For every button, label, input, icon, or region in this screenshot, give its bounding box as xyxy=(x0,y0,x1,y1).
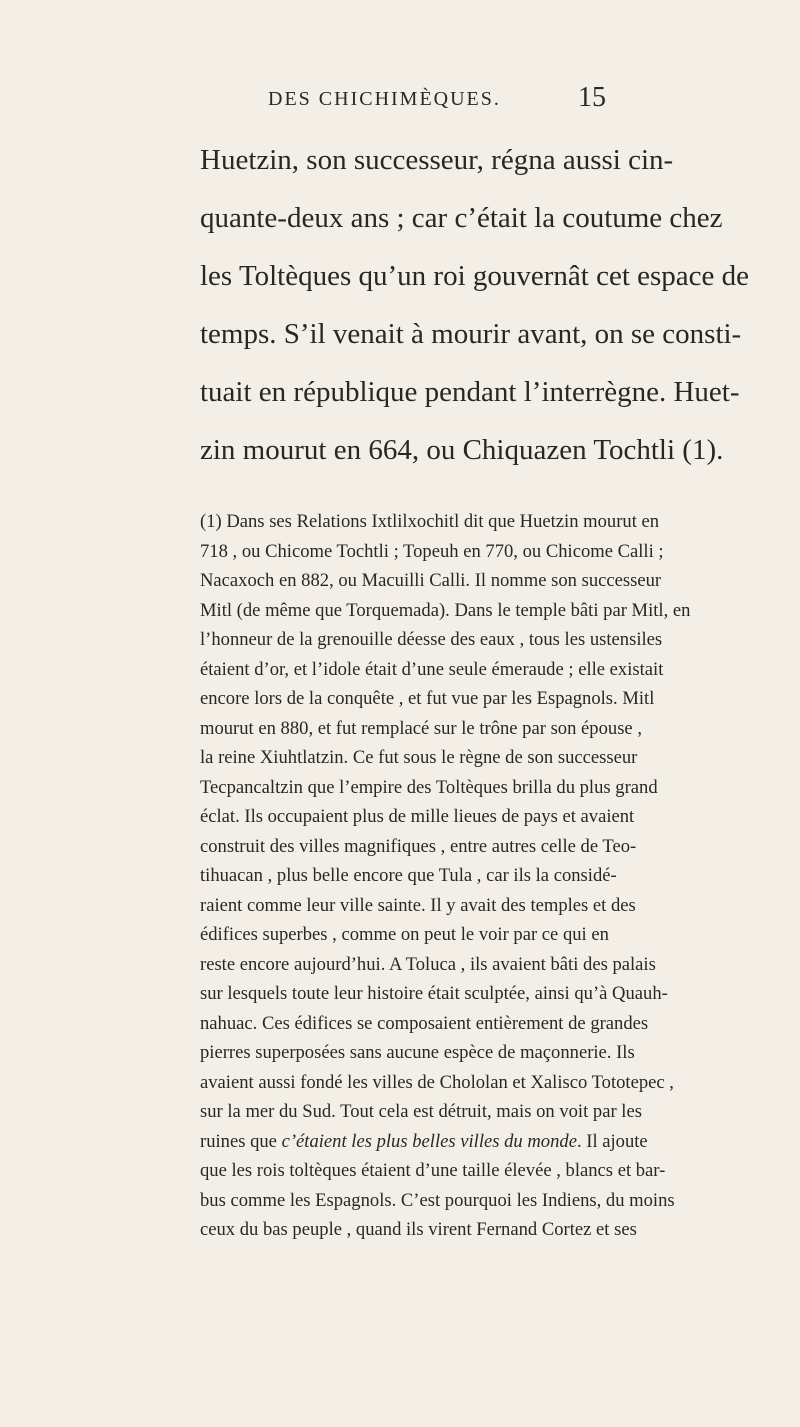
footnote-text: . Il ajoute xyxy=(576,1131,648,1152)
main-line: les Toltèques qu’un roi gouvernât cet espace de xyxy=(200,260,750,292)
footnote-line: mourut en 880, et fut remplacé sur le trône par son épouse , xyxy=(200,718,642,739)
footnote-text: ruines que xyxy=(200,1131,282,1152)
running-head xyxy=(0,82,800,122)
footnote-line: construit des villes magnifiques , entre autres celle de Teo- xyxy=(200,836,637,857)
page-number: 15 xyxy=(578,82,606,113)
footnote-line: sur la mer du Sud. Tout cela est détruit, mais on voit par les xyxy=(200,1101,642,1122)
main-line: zin mourut en 664, ou Chiquazen Tochtli (1). xyxy=(200,434,724,466)
footnote-line: ceux du bas peuple , quand ils virent Fernand Cortez et ses xyxy=(200,1219,637,1240)
footnote-line-italic xyxy=(200,1130,648,1154)
footnote-line: la reine Xiuhtlatzin. Ce fut sous le règne de son successeur xyxy=(200,747,638,768)
footnote-italic-quote: c’étaient les plus belles villes du monde xyxy=(281,1131,577,1152)
running-head-title: DES CHICHIMÈQUES. xyxy=(268,88,501,110)
footnote-line: encore lors de la conquête , et fut vue par les Espagnols. Mitl xyxy=(200,688,655,709)
footnote-line: sur lesquels toute leur histoire était sculptée, ainsi qu’à Quauh- xyxy=(200,983,668,1004)
footnote-line: nahuac. Ces édifices se composaient entièrement de grandes xyxy=(200,1013,649,1034)
footnote-line: édifices superbes , comme on peut le voir par ce qui en xyxy=(200,924,609,945)
footnote-line: pierres superposées sans aucune espèce de maçonnerie. Ils xyxy=(200,1042,635,1063)
footnote-line: avaient aussi fondé les villes de Chololan et Xalisco Tototepec , xyxy=(200,1072,674,1093)
footnote-line: l’honneur de la grenouille déesse des eaux , tous les ustensiles xyxy=(200,629,663,650)
footnote-line: 718 , ou Chicome Tochtli ; Topeuh en 770, ou Chicome Calli ; xyxy=(200,541,664,562)
main-line: quante-deux ans ; car c’était la coutume chez xyxy=(200,202,723,234)
footnote-line: Tecpancaltzin que l’empire des Toltèques brilla du plus grand xyxy=(200,777,658,798)
footnote-line: (1) Dans ses Relations Ixtlilxochitl dit que Huetzin mourut en xyxy=(200,511,660,532)
footnote-line: Nacaxoch en 882, ou Macuilli Calli. Il nomme son successeur xyxy=(200,570,662,591)
main-line: tuait en république pendant l’interrègne. Huet- xyxy=(200,376,740,408)
footnote-line: Mitl (de même que Torquemada). Dans le temple bâti par Mitl, en xyxy=(200,600,691,621)
footnote-line: étaient d’or, et l’idole était d’une seule émeraude ; elle existait xyxy=(200,659,664,680)
footnote-line: reste encore aujourd’hui. A Toluca , ils avaient bâti des palais xyxy=(200,954,656,975)
main-line: Huetzin, son successeur, régna aussi cin- xyxy=(200,144,674,176)
footnote-line: éclat. Ils occupaient plus de mille lieues de pays et avaient xyxy=(200,806,635,827)
footnote-line: que les rois toltèques étaient d’une taille élevée , blancs et bar- xyxy=(200,1160,666,1181)
footnote-line: raient comme leur ville sainte. Il y avait des temples et des xyxy=(200,895,636,916)
footnote-line: tihuacan , plus belle encore que Tula , car ils la considé- xyxy=(200,865,617,886)
footnote-line: bus comme les Espagnols. C’est pourquoi les Indiens, du moins xyxy=(200,1190,675,1211)
main-line: temps. S’il venait à mourir avant, on se consti- xyxy=(200,318,742,350)
